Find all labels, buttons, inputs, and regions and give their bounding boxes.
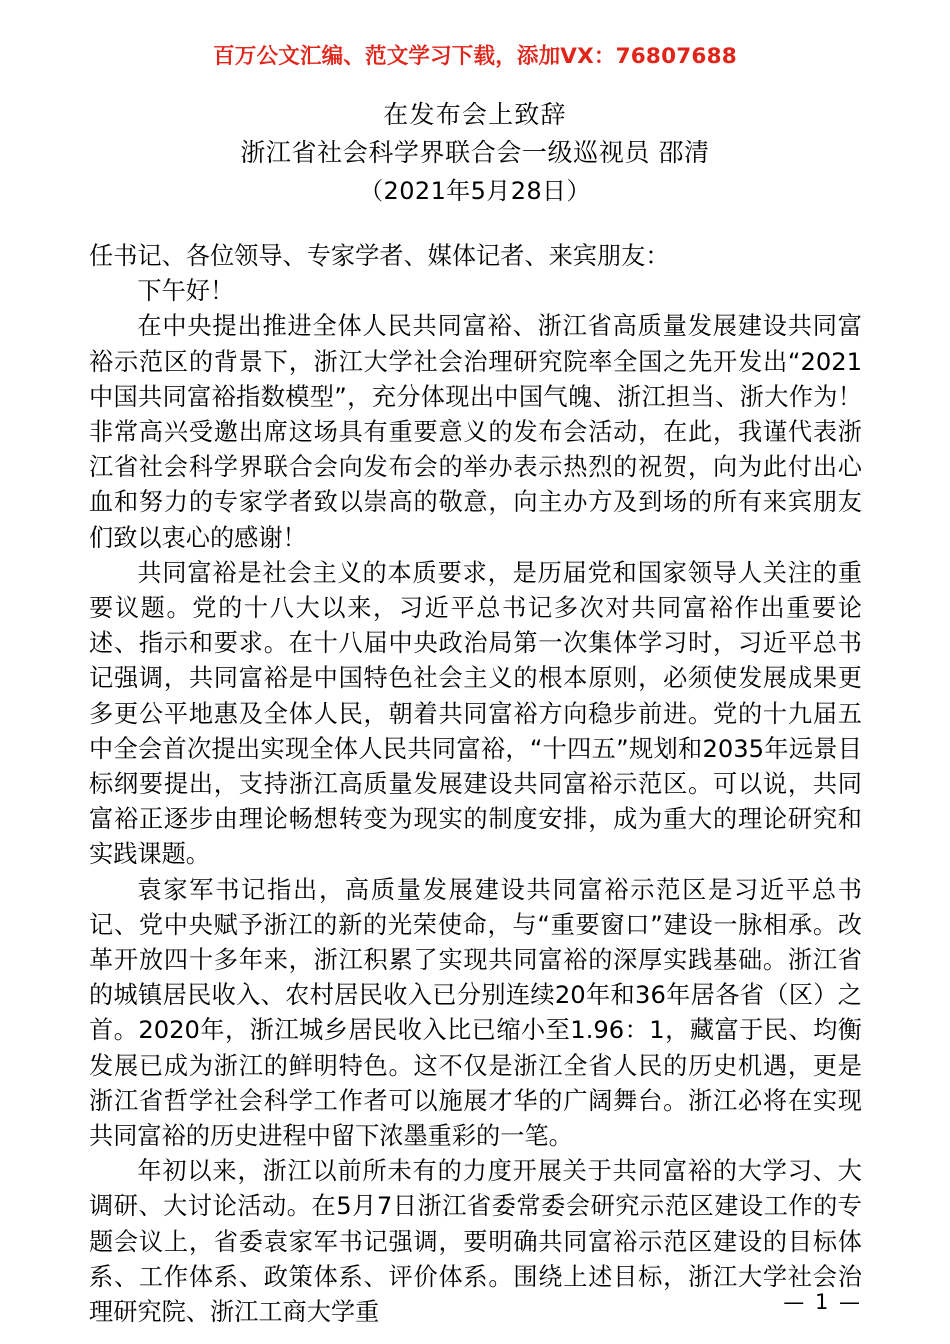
promo-watermark-text: 百万公文汇编、范文学习下载，添加VX：76807688: [213, 44, 737, 69]
document-date: （2021年5月28日）: [359, 177, 591, 205]
paragraph-body-3: 袁家军书记指出，高质量发展建设共同富裕示范区是习近平总书记、党中央赋予浙江的新的光荣使命，与“重要窗口”建设一脉相承。改革开放四十多年来，浙江积累了实现共同富裕的深厚实践基础。浙江省的城镇居民收入、农村居民收入已分别连续20年和36年居各省（区）之首。2020年，浙江城乡居民收入比已缩小至1.96：1，藏富于民、均衡发展已成为浙江的鲜明特色。这不仅是浙江全省人民的历史机遇，更是浙江省哲学社会科学工作者可以施展才华的广阔舞台。浙江必将在实现共同富裕的历史进程中留下浓墨重彩的一笔。: [89, 875, 862, 1151]
paragraph-salutation: 任书记、各位领导、专家学者、媒体记者、来宾朋友：: [89, 242, 670, 270]
page-title: 在发布会上致辞: [383, 100, 567, 129]
paragraph-body-2: 共同富裕是社会主义的本质要求，是历届党和国家领导人关注的重要议题。党的十八大以来，习近平总书记多次对共同富裕作出重要论述、指示和要求。在十八届中央政治局第一次集体学习时，习近平总书记强调，共同富裕是中国特色社会主义的根本原则，必须使发展成果更多更公平地惠及全体人民，朝着共同富裕方向稳步前进。党的十九届五中全会首次提出实现全体人民共同富裕，“十四五”规划和2035年远景目标纲要提出，支持浙江高质量发展建设共同富裕示范区。可以说，共同富裕正逐步由理论畅想转变为现实的制度安排，成为重大的理论研究和实践课题。: [89, 558, 862, 869]
page-number-footer: — 1 —: [783, 1290, 862, 1314]
document-subtitle-author: 浙江省社会科学界联合会一级巡视员 邵清: [240, 138, 710, 167]
paragraph-greeting: 下午好！: [137, 277, 235, 306]
document-body: [89, 239, 862, 1330]
paragraph-body-4: 年初以来，浙江以前所未有的力度开展关于共同富裕的大学习、大调研、大讨论活动。在5月7日浙江省委常委会研究示范区建设工作的专题会议上，省委袁家军书记强调，要明确共同富裕示范区建设的目标体系、工作体系、政策体系、评价体系。围绕上述目标，浙江大学社会治理研究院、浙江工商大学重: [89, 1157, 862, 1327]
document-title-block: [0, 96, 950, 210]
paragraph-body-1: 在中央提出推进全体人民共同富裕、浙江省高质量发展建设共同富裕示范区的背景下，浙江大学社会治理研究院率全国之先开发出“2021中国共同富裕指数模型”，充分体现出中国气魄、浙江担当、浙大作为！非常高兴受邀出席这场具有重要意义的发布会活动，在此，我谨代表浙江省社会科学界联合会向发布会的举办表示热烈的祝贺，向为此付出心血和努力的专家学者致以崇高的敬意，向主办方及到场的所有来宾朋友们致以衷心的感谢！: [89, 312, 862, 552]
